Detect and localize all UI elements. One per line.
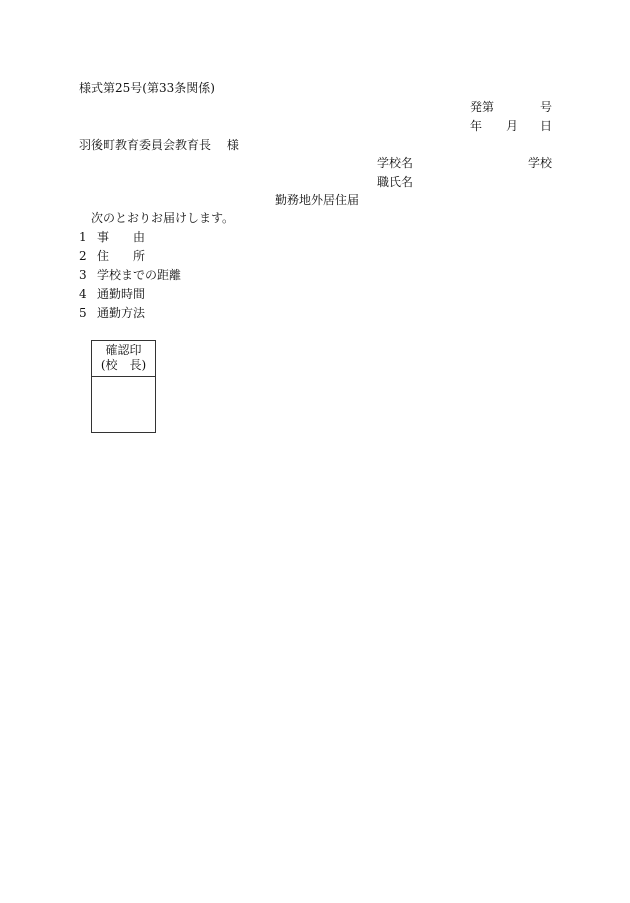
- item-number: 1: [79, 230, 87, 244]
- stamp-area: [92, 377, 155, 433]
- form-number: 様式第25号(第33条関係): [79, 81, 215, 95]
- confirmation-stamp-box: [91, 340, 156, 433]
- stamp-box-header: [92, 341, 155, 377]
- school-name-label: 学校名: [377, 156, 414, 170]
- stamp-box-title: 確認印: [105, 343, 142, 357]
- stamp-box-subtitle: (校 長): [100, 358, 147, 372]
- item-label: 事 由: [97, 230, 146, 244]
- list-item: [79, 267, 181, 283]
- item-label: 学校までの距離: [97, 268, 182, 282]
- intro-text: 次のとおりお届けします。: [91, 211, 235, 225]
- document-title: 勤務地外居住届: [275, 193, 360, 207]
- date-year-label: 年: [470, 119, 483, 133]
- item-number: 5: [79, 306, 87, 320]
- item-number: 4: [79, 287, 87, 301]
- item-label: 通勤時間: [97, 287, 146, 301]
- item-number: 2: [79, 249, 87, 263]
- position-name-label: 職氏名: [377, 175, 414, 189]
- school-suffix: 学校: [528, 156, 553, 170]
- date-month-label: 月: [506, 119, 519, 133]
- list-item: [79, 248, 145, 264]
- list-item: [79, 286, 145, 302]
- item-label: 通勤方法: [97, 306, 146, 320]
- issue-number-prefix: 発第: [470, 100, 495, 114]
- recipient: 羽後町教育委員会教育長 様: [79, 138, 239, 152]
- list-item: [79, 305, 145, 321]
- item-label: 住 所: [97, 249, 146, 263]
- date-day-label: 日: [540, 119, 553, 133]
- list-item: [79, 229, 145, 245]
- item-number: 3: [79, 268, 87, 282]
- issue-number-suffix: 号: [540, 100, 553, 114]
